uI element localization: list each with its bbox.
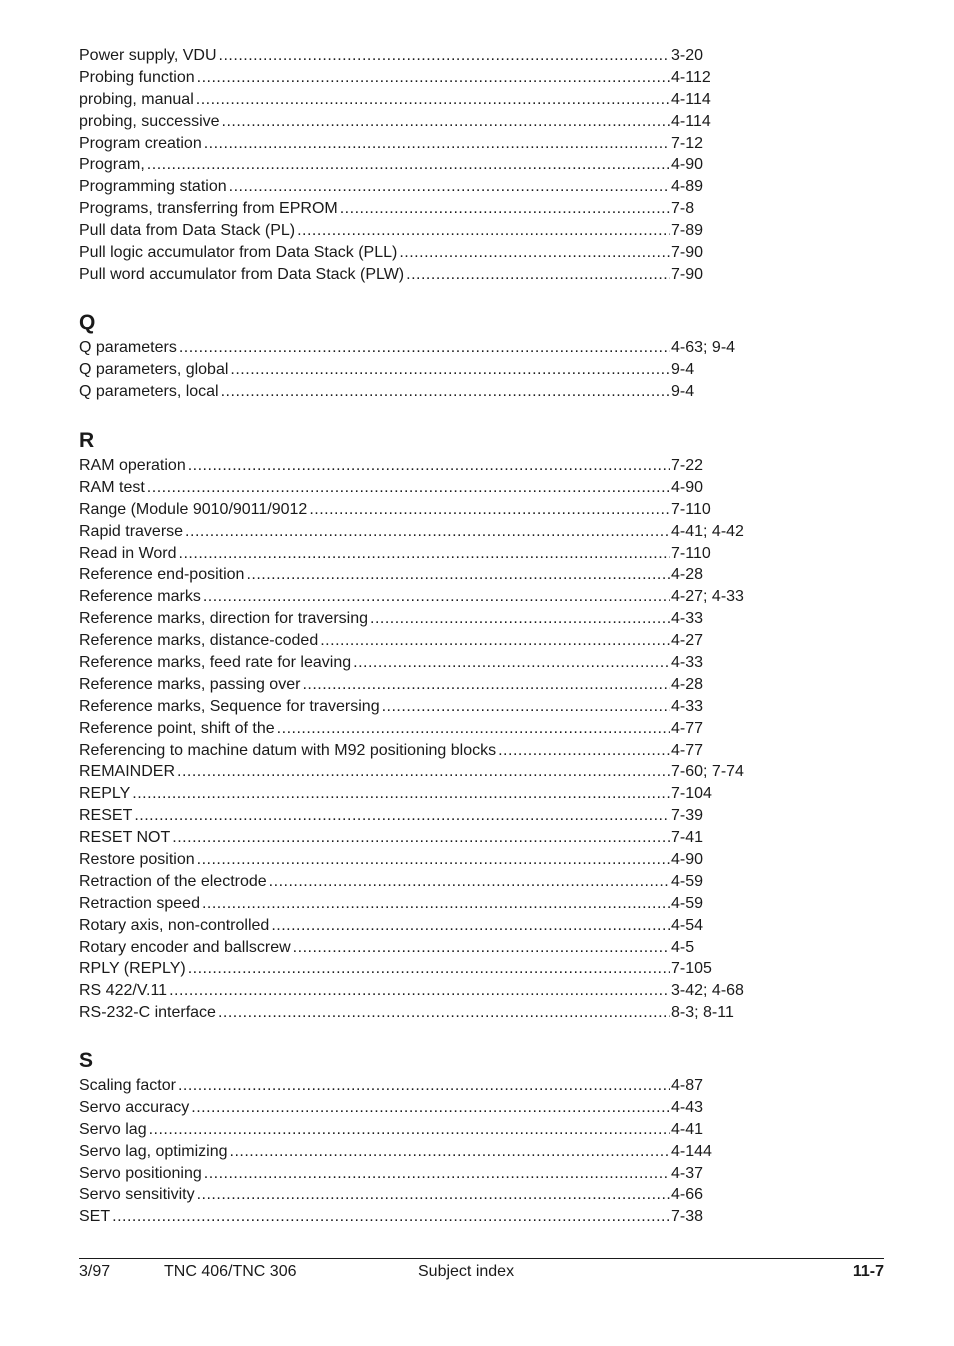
footer-section-title: Subject index bbox=[418, 1263, 515, 1280]
entry-term: Reference marks, Sequence for traversing bbox=[79, 697, 380, 715]
dot-leader bbox=[147, 477, 670, 499]
entry-page: 4-33 bbox=[671, 610, 704, 628]
entry-term: Programming station bbox=[79, 178, 227, 196]
index-entry bbox=[79, 1163, 751, 1185]
index-entry bbox=[79, 1097, 751, 1119]
entry-term: Rotary encoder and ballscrew bbox=[79, 938, 291, 956]
entry-page: 4-54 bbox=[671, 916, 704, 934]
entry-term: Pull word accumulator from Data Stack (PLW) bbox=[79, 265, 405, 283]
entry-page: 7-110 bbox=[671, 500, 711, 518]
dot-leader bbox=[188, 958, 670, 980]
dot-leader bbox=[112, 1206, 670, 1228]
index-entry bbox=[79, 220, 751, 242]
entry-page: 4-77 bbox=[671, 741, 704, 759]
entry-term: Reference marks, direction for traversing bbox=[79, 610, 368, 628]
entry-term: Power supply, VDU bbox=[79, 47, 217, 64]
entry-page: 4-112 bbox=[671, 68, 711, 86]
entry-term: Retraction speed bbox=[79, 894, 200, 912]
entry-term: Retraction of the electrode bbox=[79, 872, 267, 890]
index-entry bbox=[79, 1119, 751, 1141]
entry-term: Servo sensitivity bbox=[79, 1186, 195, 1204]
dot-leader bbox=[179, 543, 670, 565]
dot-leader bbox=[222, 111, 670, 133]
entry-page: 7-38 bbox=[671, 1208, 704, 1226]
dot-leader bbox=[172, 827, 670, 849]
index-entry bbox=[79, 521, 751, 543]
entry-page: 4-90 bbox=[671, 478, 704, 496]
entry-term: Servo accuracy bbox=[79, 1098, 190, 1116]
entry-term: RAM test bbox=[79, 478, 145, 496]
index-entry bbox=[79, 586, 751, 608]
index-entry bbox=[79, 608, 751, 630]
footer-model: TNC 406/TNC 306 bbox=[164, 1263, 297, 1280]
index-entry bbox=[79, 761, 751, 783]
index-entry bbox=[79, 1002, 751, 1024]
index-group-s bbox=[79, 1075, 751, 1228]
entry-page: 4-27; 4-33 bbox=[671, 588, 744, 606]
entry-page: 4-144 bbox=[671, 1142, 712, 1160]
entry-page: 7-105 bbox=[671, 960, 712, 978]
index-entry bbox=[79, 67, 751, 89]
entry-page: 4-41 bbox=[671, 1120, 704, 1138]
entry-page: 8-3; 8-11 bbox=[671, 1004, 734, 1022]
dot-leader bbox=[302, 674, 670, 696]
entry-term: Rotary axis, non-controlled bbox=[79, 916, 270, 934]
index-entry bbox=[79, 1206, 751, 1228]
index-group-r bbox=[79, 455, 751, 1024]
dot-leader bbox=[149, 1119, 670, 1141]
entry-term: probing, successive bbox=[79, 112, 220, 130]
dot-leader bbox=[147, 154, 670, 176]
dot-leader bbox=[221, 381, 670, 403]
dot-leader bbox=[271, 915, 670, 937]
index-entry bbox=[79, 827, 751, 849]
entry-page: 4-41; 4-42 bbox=[671, 522, 744, 540]
entry-term: Restore position bbox=[79, 851, 195, 869]
dot-leader bbox=[229, 176, 670, 198]
index-entry bbox=[79, 154, 751, 176]
entry-term: Programs, transferring from EPROM bbox=[79, 200, 338, 218]
entry-page: 4-28 bbox=[671, 566, 704, 584]
entry-term: Reference point, shift of the bbox=[79, 719, 275, 737]
index-entry bbox=[79, 564, 751, 586]
dot-leader bbox=[169, 980, 670, 1002]
entry-term: Servo lag, optimizing bbox=[79, 1142, 228, 1160]
dot-leader bbox=[230, 1141, 670, 1163]
entry-page: 4-27 bbox=[671, 632, 704, 650]
index-entry bbox=[79, 45, 751, 67]
entry-term: Reference end-position bbox=[79, 566, 245, 584]
entry-page: 7-89 bbox=[671, 222, 704, 240]
entry-term: RESET bbox=[79, 807, 133, 825]
index-entry bbox=[79, 477, 751, 499]
entry-page: 4-114 bbox=[671, 90, 711, 108]
index-entry bbox=[79, 499, 751, 521]
index-entry bbox=[79, 543, 751, 565]
entry-page: 4-89 bbox=[671, 178, 704, 196]
dot-leader bbox=[498, 740, 670, 762]
entry-term: Reference marks bbox=[79, 588, 201, 606]
section-heading-q: Q bbox=[79, 311, 96, 334]
entry-page: 4-5 bbox=[671, 938, 695, 956]
index-entry bbox=[79, 674, 751, 696]
entry-page: 4-28 bbox=[671, 675, 704, 693]
entry-term: RPLY (REPLY) bbox=[79, 960, 186, 978]
entry-term: REPLY bbox=[79, 785, 131, 803]
dot-leader bbox=[185, 521, 670, 543]
dot-leader bbox=[179, 337, 670, 359]
section-heading-r: R bbox=[79, 429, 95, 452]
dot-leader bbox=[191, 1097, 670, 1119]
index-entry bbox=[79, 652, 751, 674]
entry-term: Referencing to machine datum with M92 positioning blocks bbox=[79, 741, 497, 759]
entry-page: 9-4 bbox=[671, 360, 695, 378]
entry-page: 7-39 bbox=[671, 807, 704, 825]
dot-leader bbox=[197, 67, 670, 89]
index-entry bbox=[79, 1141, 751, 1163]
entry-term: Q parameters bbox=[79, 339, 177, 356]
entry-page: 7-110 bbox=[671, 544, 711, 562]
entry-page: 4-33 bbox=[671, 654, 704, 672]
index-entry bbox=[79, 381, 751, 403]
dot-leader bbox=[134, 805, 670, 827]
section-heading-s: S bbox=[79, 1049, 94, 1072]
index-entry bbox=[79, 696, 751, 718]
entry-term: Reference marks, passing over bbox=[79, 675, 301, 693]
index-entry bbox=[79, 176, 751, 198]
dot-leader bbox=[177, 761, 670, 783]
dot-leader bbox=[203, 586, 670, 608]
entry-page: 4-90 bbox=[671, 851, 704, 869]
entry-page: 4-114 bbox=[671, 112, 711, 130]
index-entry bbox=[79, 242, 751, 264]
entry-term: probing, manual bbox=[79, 90, 194, 108]
dot-leader bbox=[399, 242, 670, 264]
footer-date: 3/97 bbox=[79, 1263, 111, 1280]
dot-leader bbox=[246, 564, 670, 586]
index-entry bbox=[79, 198, 751, 220]
footer-rule bbox=[79, 1258, 884, 1259]
index-entry bbox=[79, 871, 751, 893]
dot-leader bbox=[197, 849, 670, 871]
entry-page: 7-104 bbox=[671, 785, 712, 803]
index-entry bbox=[79, 133, 751, 155]
dot-leader bbox=[204, 1163, 670, 1185]
entry-term: Pull logic accumulator from Data Stack (PLL) bbox=[79, 244, 398, 262]
entry-term: RESET NOT bbox=[79, 829, 171, 847]
index-entry bbox=[79, 264, 751, 286]
index-group-p bbox=[79, 45, 751, 286]
dot-leader bbox=[204, 133, 670, 155]
index-entry bbox=[79, 980, 751, 1002]
entry-term: SET bbox=[79, 1208, 111, 1226]
index-entry bbox=[79, 915, 751, 937]
entry-term: Rapid traverse bbox=[79, 522, 184, 540]
entry-term: Reference marks, feed rate for leaving bbox=[79, 654, 352, 672]
entry-page: 4-59 bbox=[671, 894, 704, 912]
entry-page: 7-8 bbox=[671, 200, 695, 218]
index-entry bbox=[79, 359, 751, 381]
entry-term: Range (Module 9010/9011/9012 bbox=[79, 500, 308, 518]
dot-leader bbox=[202, 893, 670, 915]
dot-leader bbox=[293, 937, 670, 959]
footer-page-number: 11-7 bbox=[852, 1263, 884, 1280]
entry-term: Q parameters, local bbox=[79, 382, 219, 400]
index-entry bbox=[79, 937, 751, 959]
entry-page: 4-87 bbox=[671, 1077, 704, 1094]
entry-term: Pull data from Data Stack (PL) bbox=[79, 222, 296, 240]
dot-leader bbox=[197, 1184, 670, 1206]
dot-leader bbox=[277, 718, 670, 740]
dot-leader bbox=[353, 652, 670, 674]
dot-leader bbox=[230, 359, 670, 381]
entry-page: 9-4 bbox=[671, 382, 695, 400]
entry-page: 7-12 bbox=[671, 134, 704, 152]
dot-leader bbox=[132, 783, 670, 805]
entry-page: 4-66 bbox=[671, 1186, 704, 1204]
entry-term: Servo lag bbox=[79, 1120, 147, 1138]
entry-term: RS-232-C interface bbox=[79, 1004, 216, 1022]
dot-leader bbox=[297, 220, 670, 242]
dot-leader bbox=[269, 871, 670, 893]
entry-term: Read in Word bbox=[79, 544, 177, 562]
entry-page: 4-63; 9-4 bbox=[671, 339, 736, 356]
entry-page: 4-33 bbox=[671, 697, 704, 715]
entry-term: Servo positioning bbox=[79, 1164, 202, 1182]
entry-page: 7-60; 7-74 bbox=[671, 763, 744, 781]
dot-leader bbox=[406, 264, 670, 286]
entry-term: Program creation bbox=[79, 134, 202, 152]
dot-leader bbox=[382, 696, 670, 718]
entry-term: Q parameters, global bbox=[79, 360, 229, 378]
dot-leader bbox=[219, 45, 670, 67]
index-entry bbox=[79, 1184, 751, 1206]
index-group-q bbox=[79, 337, 751, 403]
index-entry bbox=[79, 805, 751, 827]
entry-page: 3-20 bbox=[671, 47, 704, 64]
index-entry bbox=[79, 893, 751, 915]
index-entry bbox=[79, 630, 751, 652]
dot-leader bbox=[178, 1075, 670, 1097]
dot-leader bbox=[218, 1002, 670, 1024]
dot-leader bbox=[188, 455, 670, 477]
index-entry bbox=[79, 718, 751, 740]
entry-page: 3-42; 4-68 bbox=[671, 982, 744, 1000]
index-entry bbox=[79, 783, 751, 805]
dot-leader bbox=[340, 198, 670, 220]
entry-page: 7-90 bbox=[671, 244, 704, 262]
dot-leader bbox=[196, 89, 670, 111]
entry-term: RAM operation bbox=[79, 457, 186, 474]
index-entry bbox=[79, 337, 751, 359]
index-entry bbox=[79, 958, 751, 980]
entry-page: 4-77 bbox=[671, 719, 704, 737]
entry-term: RS 422/V.11 bbox=[79, 982, 168, 1000]
index-entry bbox=[79, 1075, 751, 1097]
entry-term: REMAINDER bbox=[79, 763, 176, 781]
index-entry bbox=[79, 455, 751, 477]
entry-page: 4-37 bbox=[671, 1164, 704, 1182]
index-entry bbox=[79, 740, 751, 762]
entry-page: 7-41 bbox=[671, 829, 704, 847]
entry-term: Reference marks, distance-coded bbox=[79, 632, 319, 650]
entry-page: 4-90 bbox=[671, 156, 704, 174]
dot-leader bbox=[309, 499, 670, 521]
index-entry bbox=[79, 89, 751, 111]
entry-term: Scaling factor bbox=[79, 1077, 176, 1094]
entry-page: 7-90 bbox=[671, 265, 704, 283]
dot-leader bbox=[370, 608, 670, 630]
entry-page: 7-22 bbox=[671, 457, 704, 474]
index-entry bbox=[79, 849, 751, 871]
dot-leader bbox=[320, 630, 670, 652]
entry-term: Program, bbox=[79, 156, 145, 174]
entry-term: Probing function bbox=[79, 68, 195, 86]
entry-page: 4-59 bbox=[671, 872, 704, 890]
entry-page: 4-43 bbox=[671, 1098, 704, 1116]
index-entry bbox=[79, 111, 751, 133]
